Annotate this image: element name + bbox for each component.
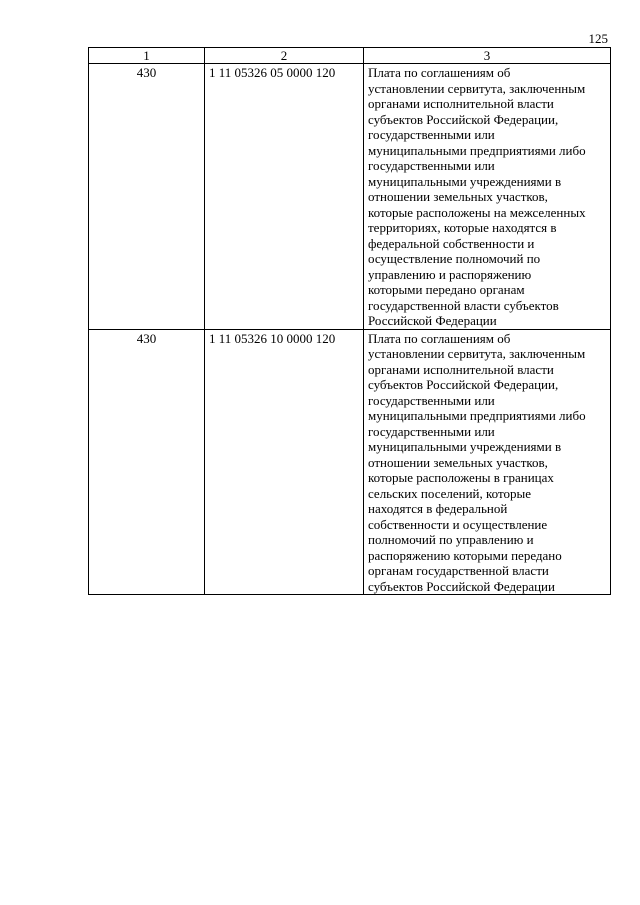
revenue-name-line: сельских поселений, которые [368,485,532,501]
revenue-name-line: субъектов Российской Федерации [368,578,555,594]
revenue-name-line: установлении сервитута, заключенным [368,346,586,361]
revenue-name-line: органами исполнительной власти [368,361,554,377]
table-row [89,329,611,595]
column-header-1: 1 [89,48,205,64]
revenue-name-line: отношении земельных участков, [368,454,548,470]
revenue-name-line: Плата по соглашениям об [368,330,511,346]
budget-codes-table [88,47,611,595]
column-header-2: 2 [205,48,364,64]
revenue-name-line: которыми передано органам [368,282,525,297]
revenue-name-line: установлении сервитута, заключенным [368,80,586,96]
revenue-name-line: государственными или [368,423,495,439]
revenue-name-line: Российской Федерации [368,313,497,328]
revenue-name-cell [364,64,611,330]
revenue-name-line: государственными или [368,392,495,408]
revenue-name-line: осуществление полномочий по [368,251,541,266]
revenue-name-line: территориях, которые находятся в [368,220,557,235]
revenue-name-line: полномочий по управлению и [368,532,534,547]
revenue-name-line: муниципальными предприятиями либо [368,408,586,423]
revenue-name-line: государственной власти субъектов [368,297,559,313]
page-number: 125 [588,31,608,46]
revenue-name-line: Плата по соглашениям об [368,65,511,80]
admin-code-cell: 430 [89,329,205,595]
revenue-name-line: распоряжению которыми передано [368,547,562,563]
admin-code-cell: 430 [89,64,205,330]
column-header-3: 3 [364,48,611,64]
table-row [89,64,611,330]
revenue-name-line: отношении земельных участков, [368,189,548,204]
revenue-name-line: которые расположены в границах [368,470,554,485]
revenue-name-cell [364,329,611,595]
revenue-name-line: государственными или [368,158,495,173]
revenue-name-line: субъектов Российской Федерации, [368,111,559,127]
revenue-name-line: управлению и распоряжению [368,266,532,282]
revenue-name-line: находятся в федеральной [368,501,508,516]
revenue-name-line: субъектов Российской Федерации, [368,377,559,392]
revenue-name-line: которые расположены на межселенных [368,204,586,220]
revenue-name-line: муниципальными учреждениями в [368,173,562,189]
revenue-name-line: муниципальными учреждениями в [368,439,562,454]
revenue-name-line: федеральной собственности и [368,235,535,251]
revenue-name-line: муниципальными предприятиями либо [368,142,586,158]
revenue-name-line: государственными или [368,127,495,142]
revenue-name-line: органам государственной власти [368,563,549,578]
table-header-row [89,48,611,64]
revenue-name-line: органами исполнительной власти [368,96,554,111]
budget-code-cell: 1 11 05326 10 0000 120 [205,329,364,595]
revenue-name-line: собственности и осуществление [368,516,548,532]
budget-code-cell: 1 11 05326 05 0000 120 [205,64,364,330]
